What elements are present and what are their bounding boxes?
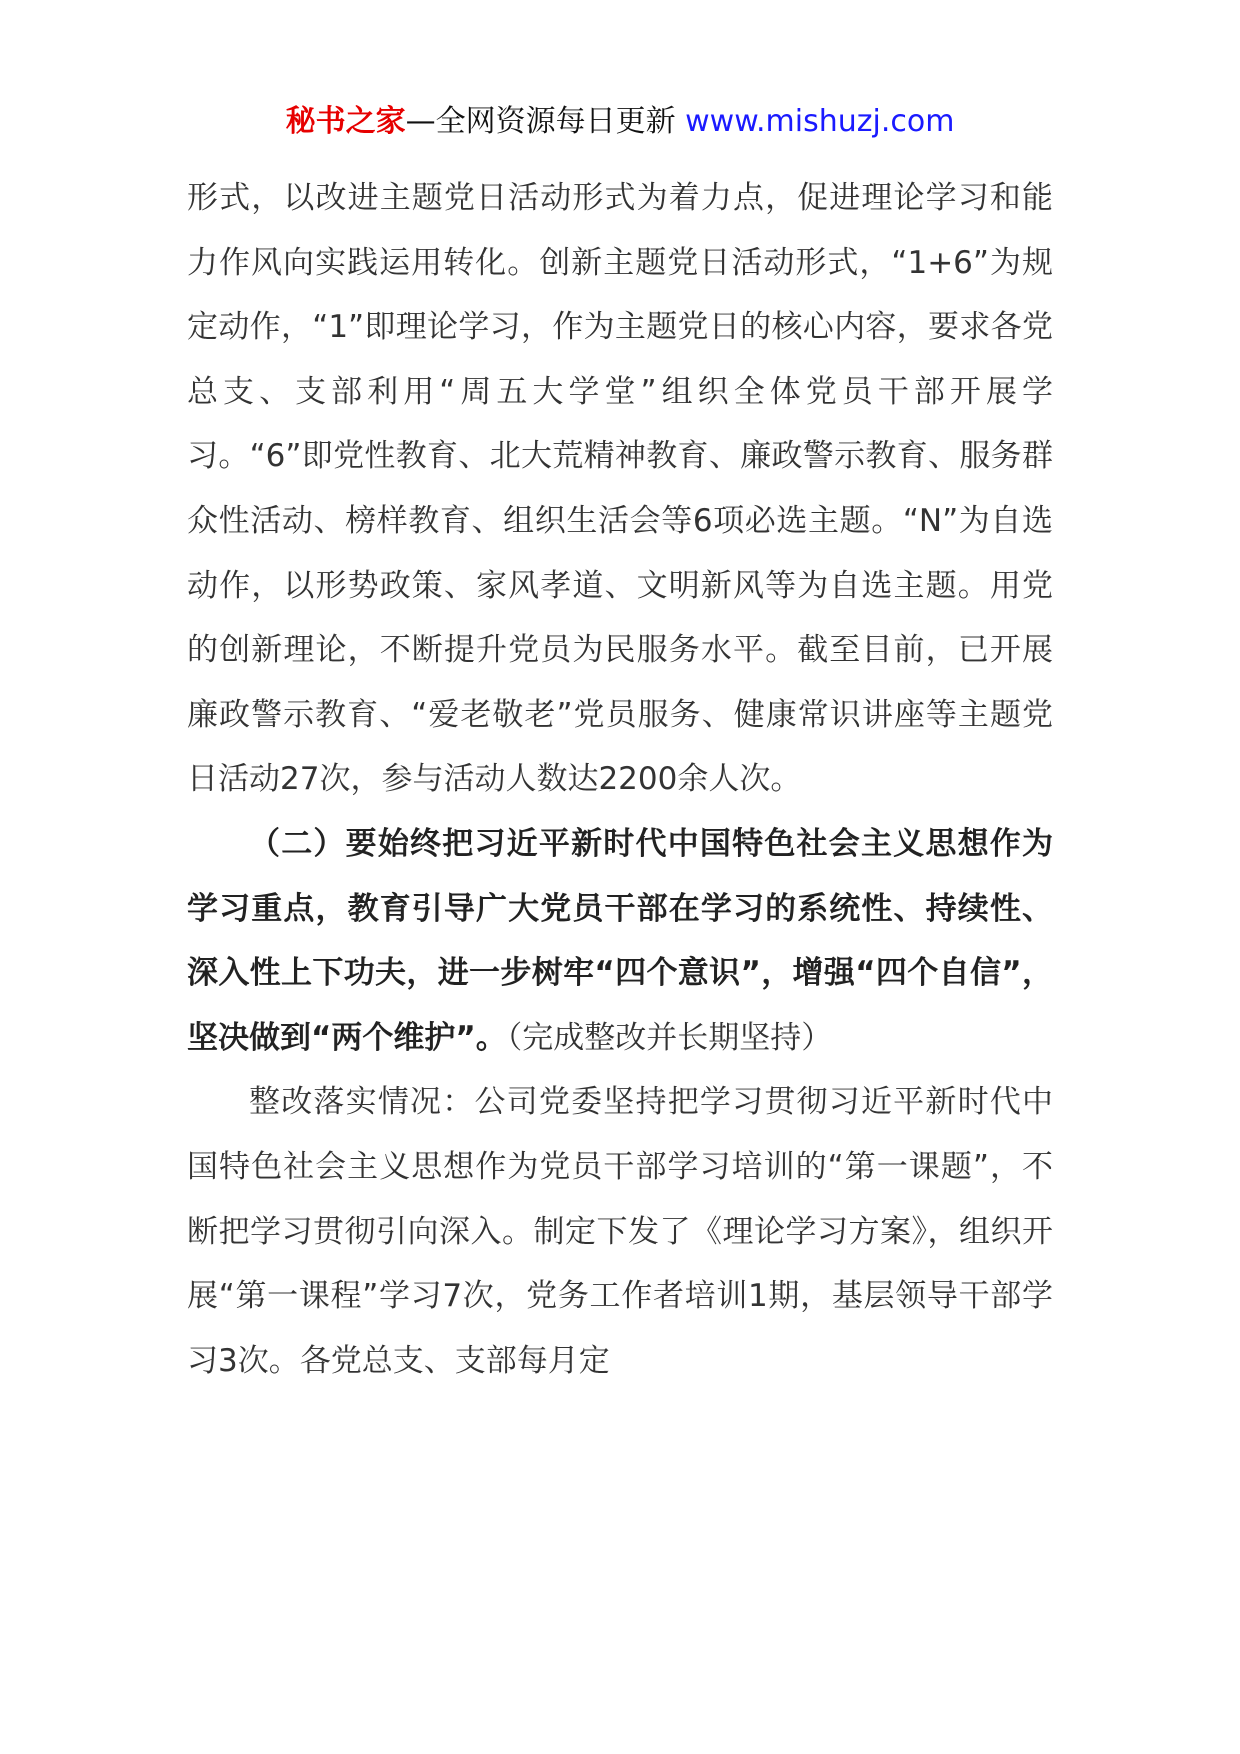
paragraph-3: 整改落实情况：公司党委坚持把学习贯彻习近平新时代中国特色社会主义思想作为党员干部学习培训的“第一课题”，不断把学习贯彻引向深入。制定下发了《理论学习方案》，组织开展“第一课程”学习7次，党务工作者培训1期，基层领导干部学习3次。各党总支、支部每月定 [187,1084,1053,1379]
site-url-link[interactable]: www.mishuzj.com [685,104,955,139]
brand-name: 秘书之家 [285,104,406,139]
header-slogan: —全网资源每日更新 [405,104,676,139]
section-heading-2-note: （完成整改并长期坚持） [506,1019,833,1056]
section-heading-2 [187,812,1053,1070]
document-body [187,166,1053,1393]
section-heading-2-title: （二）要始终把习近平新时代中国特色社会主义思想作为学习重点，教育引导广大党员干部在学习的系统性、持续性、深入性上下功夫，进一步树牢“四个意识”，增强“四个自信”，坚决做到“两个维护”。 [187,825,1053,1056]
site-header [0,100,1240,144]
paragraph-1: 形式，以改进主题党日活动形式为着力点，促进理论学习和能力作风向实践运用转化。创新主题党日活动形式，“1+6”为规定动作，“1”即理论学习，作为主题党日的核心内容，要求各党总支、支部利用“周五大学堂”组织全体党员干部开展学习。“6”即党性教育、北大荒精神教育、廉政警示教育、服务群众性活动、榜样教育、组织生活会等6项必选主题。“N”为自选动作，以形势政策、家风孝道、文明新风等为自选主题。用党的创新理论，不断提升党员为民服务水平。截至目前，已开展廉政警示教育、“爱老敬老”党员服务、健康常识讲座等主题党日活动27次，参与活动人数达2200余人次。 [187,180,1053,798]
